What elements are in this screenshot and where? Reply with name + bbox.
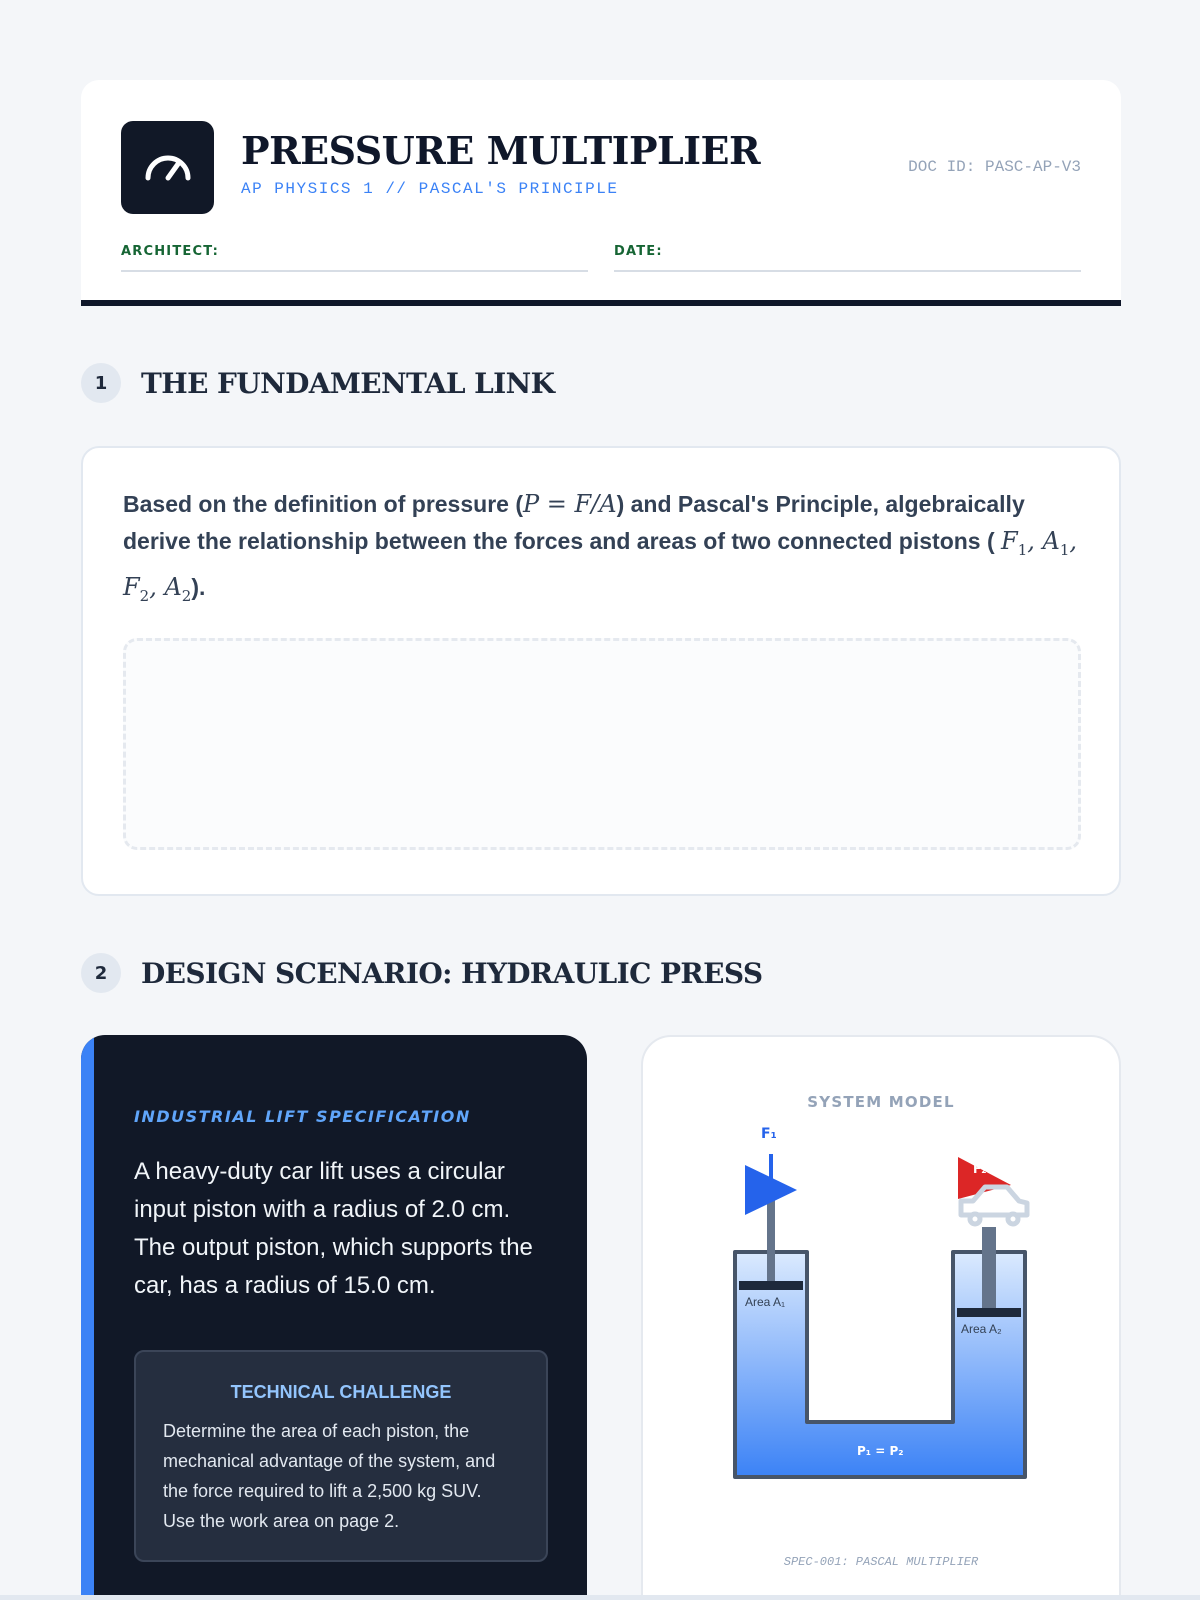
output-piston	[957, 1308, 1021, 1317]
architect-field[interactable]	[121, 242, 588, 272]
section-number-badge: 1	[81, 363, 121, 403]
page-bottom-edge	[0, 1595, 1200, 1600]
answer-area[interactable]	[123, 638, 1081, 850]
spec-text: A heavy-duty car lift uses a circular input piston with a radius of 2.0 cm. The output piston, which supports the car, has a radius of 15.0 cm.	[134, 1158, 533, 1299]
question-part: ).	[191, 573, 206, 600]
section-title: THE FUNDAMENTAL LINK	[141, 366, 555, 400]
output-piston-rod	[982, 1227, 996, 1308]
doc-id: DOC ID: PASC-AP-V3	[908, 158, 1081, 176]
area-left-label: Area A₁	[745, 1295, 786, 1309]
date-field[interactable]	[614, 242, 1081, 272]
model-title: SYSTEM MODEL	[807, 1093, 955, 1111]
section-1-header	[81, 363, 554, 403]
section-number-badge: 2	[81, 953, 121, 993]
spec-label: INDUSTRIAL LIFT SPECIFICATION	[134, 1107, 471, 1126]
question-text	[123, 486, 1083, 615]
hydraulic-diagram	[643, 1037, 1123, 1600]
architect-label: ARCHITECT:	[121, 244, 219, 259]
input-piston	[739, 1281, 803, 1290]
date-label: DATE:	[614, 244, 663, 259]
output-force-label: F₂	[973, 1162, 987, 1176]
question-card	[81, 446, 1121, 896]
page-title: PRESSURE MULTIPLIER	[241, 128, 761, 173]
accent-bar	[81, 1035, 94, 1600]
pressure-label: P₁ = P₂	[857, 1444, 904, 1458]
section-title: DESIGN SCENARIO: HYDRAULIC PRESS	[141, 956, 763, 990]
pressure-formula: P = F/A	[522, 490, 617, 518]
variables-formula: $F_1$, $A_1$, $F_2$, $A_2$	[123, 527, 1078, 605]
header-card	[81, 80, 1121, 306]
logo	[121, 121, 214, 214]
worksheet-page	[81, 80, 1121, 1569]
spec-footer: SPEC-001: PASCAL MULTIPLIER	[783, 1555, 979, 1569]
section-2-header	[81, 953, 762, 993]
challenge-text: Determine the area of each piston, the mechanical advantage of the system, and the force required to lift a 2,500 kg SUV. Use the work area on page 2.	[163, 1421, 496, 1531]
gauge-icon	[140, 140, 196, 196]
page-subtitle: AP PHYSICS 1 // PASCAL'S PRINCIPLE	[241, 180, 619, 198]
challenge-title: TECHNICAL CHALLENGE	[230, 1382, 452, 1402]
specification-card	[81, 1035, 587, 1600]
input-force-label: F₁	[761, 1126, 777, 1142]
question-part: Based on the definition of pressure (	[123, 491, 523, 517]
area-right-label: Area A₂	[961, 1322, 1002, 1336]
question-part: ) and Pascal's Principle, algebraically derive the relationship between the forces and areas of two connected pistons (	[123, 491, 1025, 554]
system-model-card	[641, 1035, 1121, 1600]
challenge-box	[134, 1350, 548, 1562]
